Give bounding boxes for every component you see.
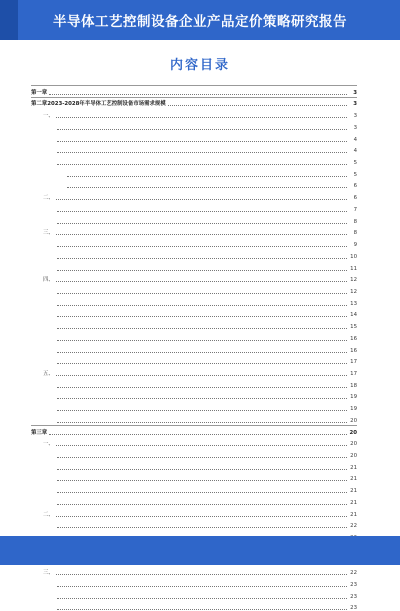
- toc-leader-dots: [57, 598, 347, 599]
- toc-page-number: 5: [353, 171, 357, 178]
- toc-item-entry[interactable]: [31, 307, 357, 319]
- toc-entry-label: 二、: [43, 195, 54, 202]
- toc-leader-dots: [57, 246, 347, 247]
- report-footer: [0, 536, 400, 565]
- toc-leader-dots: [57, 387, 347, 388]
- toc-item-entry[interactable]: [31, 213, 357, 225]
- toc-entry-label: 第一章: [31, 89, 48, 96]
- toc-item-entry[interactable]: [31, 447, 357, 459]
- header-accent-bar: [0, 0, 18, 40]
- toc-section-entry[interactable]: [31, 365, 357, 377]
- toc-leader-dots: [49, 94, 347, 95]
- toc-entry-label: 一、: [43, 113, 54, 120]
- toc-item-entry[interactable]: [31, 482, 357, 494]
- toc-section-entry[interactable]: [31, 272, 357, 284]
- toc-entry-label: 五、: [43, 370, 54, 377]
- toc-item-entry[interactable]: [31, 377, 357, 389]
- toc-item-entry[interactable]: [31, 166, 357, 178]
- toc-leader-dots: [67, 187, 347, 188]
- toc-page-number: 17: [350, 370, 357, 377]
- toc-leader-dots: [57, 305, 347, 306]
- toc-page-number: 8: [353, 218, 357, 225]
- toc-section-entry[interactable]: [31, 564, 357, 576]
- toc-page-number: 23: [350, 581, 357, 588]
- toc-leader-dots: [57, 504, 347, 505]
- toc-leader-dots: [56, 199, 347, 200]
- toc-leader-dots: [56, 281, 347, 282]
- toc-leader-dots: [57, 164, 347, 165]
- toc-page-number: 21: [350, 464, 357, 471]
- toc-page-number: 13: [350, 300, 357, 307]
- toc-section-entry[interactable]: [31, 107, 357, 119]
- toc-page-number: 10: [350, 253, 357, 260]
- toc-page-number: 6: [353, 195, 357, 202]
- toc-page-number: 16: [350, 347, 357, 354]
- toc-entry-label: 三、: [43, 570, 54, 577]
- toc-page-number: 9: [353, 242, 357, 249]
- toc-leader-dots: [57, 586, 347, 587]
- toc-page-number: 19: [350, 394, 357, 401]
- toc-page-number: 5: [353, 160, 357, 167]
- toc-item-entry[interactable]: [31, 588, 357, 600]
- toc-page-number: 22: [350, 570, 357, 577]
- toc-item-entry[interactable]: [31, 518, 357, 530]
- toc-leader-dots: [57, 398, 347, 399]
- toc-leader-dots: [57, 223, 347, 224]
- toc-page-number: 20: [350, 417, 357, 424]
- toc-item-entry[interactable]: [31, 471, 357, 483]
- toc-section-entry[interactable]: [31, 189, 357, 201]
- toc-page-number: 23: [350, 593, 357, 600]
- toc-item-entry[interactable]: [31, 260, 357, 272]
- toc-page-number: 12: [350, 288, 357, 295]
- toc-item-entry[interactable]: [31, 400, 357, 412]
- toc-leader-dots: [56, 375, 347, 376]
- toc-leader-dots: [56, 117, 347, 118]
- toc-item-entry[interactable]: [31, 236, 357, 248]
- toc-leader-dots: [57, 211, 347, 212]
- toc-page-number: 15: [350, 324, 357, 331]
- toc-page-number: 6: [353, 183, 357, 190]
- toc-item-entry[interactable]: [31, 330, 357, 342]
- toc-item-entry[interactable]: [31, 119, 357, 131]
- table-of-contents: [31, 84, 357, 611]
- toc-page-number: 23: [350, 605, 357, 611]
- toc-entry-label: 四、: [43, 277, 54, 284]
- report-header: [0, 0, 400, 40]
- toc-page-number: 14: [350, 312, 357, 319]
- toc-page-number: 7: [353, 206, 357, 213]
- toc-leader-dots: [57, 141, 347, 142]
- toc-item-entry[interactable]: [31, 354, 357, 366]
- toc-item-entry[interactable]: [31, 143, 357, 155]
- toc-item-entry[interactable]: [31, 131, 357, 143]
- toc-leader-dots: [56, 234, 347, 235]
- toc-item-entry[interactable]: [31, 600, 357, 611]
- toc-leader-dots: [168, 105, 347, 106]
- toc-heading: 内容目录: [169, 58, 230, 73]
- toc-leader-dots: [57, 293, 347, 294]
- toc-page-number: 22: [350, 523, 357, 530]
- toc-page-number: 21: [350, 499, 357, 506]
- toc-leader-dots: [57, 480, 347, 481]
- toc-page-number: 3: [353, 124, 357, 131]
- toc-leader-dots: [57, 316, 347, 317]
- toc-item-entry[interactable]: [31, 342, 357, 354]
- toc-page-number: 3: [353, 113, 357, 120]
- toc-leader-dots: [56, 574, 347, 575]
- toc-item-entry[interactable]: [31, 201, 357, 213]
- toc-section-entry[interactable]: [31, 225, 357, 237]
- toc-leader-dots: [56, 445, 347, 446]
- toc-leader-dots: [57, 340, 347, 341]
- toc-entry-label: 一、: [43, 441, 54, 448]
- toc-page-number: 21: [350, 488, 357, 495]
- toc-page-number: 4: [353, 148, 357, 155]
- toc-page-number: 18: [350, 382, 357, 389]
- toc-leader-dots: [57, 258, 347, 259]
- toc-leader-dots: [49, 434, 347, 435]
- toc-section-entry[interactable]: [31, 506, 357, 518]
- toc-entry-label: 三、: [43, 230, 54, 237]
- toc-page-number: 17: [350, 359, 357, 366]
- toc-page-number: 8: [353, 230, 357, 237]
- toc-chapter-entry[interactable]: [31, 424, 357, 436]
- toc-section-entry[interactable]: [31, 436, 357, 448]
- toc-item-entry[interactable]: [31, 295, 357, 307]
- toc-page-number: 4: [353, 136, 357, 143]
- toc-leader-dots: [57, 363, 347, 364]
- toc-page-number: 3: [353, 89, 357, 96]
- toc-entry-label: 二、: [43, 511, 54, 518]
- toc-leader-dots: [57, 410, 347, 411]
- toc-leader-dots: [57, 328, 347, 329]
- toc-page-number: 11: [350, 265, 357, 272]
- toc-item-entry[interactable]: [31, 318, 357, 330]
- toc-page-number: 20: [350, 441, 357, 448]
- toc-leader-dots: [57, 527, 347, 528]
- toc-item-entry[interactable]: [31, 389, 357, 401]
- toc-leader-dots: [57, 422, 347, 423]
- toc-item-entry[interactable]: [31, 576, 357, 588]
- toc-leader-dots: [57, 492, 347, 493]
- toc-item-entry[interactable]: [31, 154, 357, 166]
- toc-page-number: 20: [350, 453, 357, 459]
- toc-item-entry[interactable]: [31, 178, 357, 190]
- toc-leader-dots: [57, 352, 347, 353]
- toc-item-entry[interactable]: [31, 459, 357, 471]
- toc-page-number: 12: [350, 277, 357, 284]
- toc-page-number: 20: [349, 429, 357, 436]
- toc-entry-label: 第二章: [31, 101, 48, 108]
- report-title: 半导体工艺控制设备企业产品定价策略研究报告: [53, 14, 347, 30]
- toc-leader-dots: [57, 270, 347, 271]
- toc-entry-text: 2023-2028年半导体工艺控制设备市场需求规模: [47, 101, 166, 108]
- toc-leader-dots: [57, 457, 347, 458]
- toc-item-entry[interactable]: [31, 494, 357, 506]
- toc-chapter-entry[interactable]: [31, 84, 357, 96]
- toc-leader-dots: [57, 129, 347, 130]
- toc-leader-dots: [57, 469, 347, 470]
- toc-item-entry[interactable]: [31, 412, 357, 424]
- toc-entry-label: 第三章: [31, 429, 48, 436]
- toc-page-number: 3: [353, 101, 357, 108]
- toc-page-number: 19: [350, 406, 357, 413]
- toc-item-entry[interactable]: [31, 248, 357, 260]
- toc-leader-dots: [57, 152, 347, 153]
- toc-chapter-entry[interactable]: [31, 96, 357, 108]
- toc-item-entry[interactable]: [31, 283, 357, 295]
- toc-page-number: 21: [350, 511, 357, 518]
- toc-page-number: 21: [350, 476, 357, 483]
- toc-leader-dots: [67, 176, 347, 177]
- toc-leader-dots: [57, 609, 347, 610]
- toc-leader-dots: [56, 516, 347, 517]
- toc-page-number: 16: [350, 335, 357, 342]
